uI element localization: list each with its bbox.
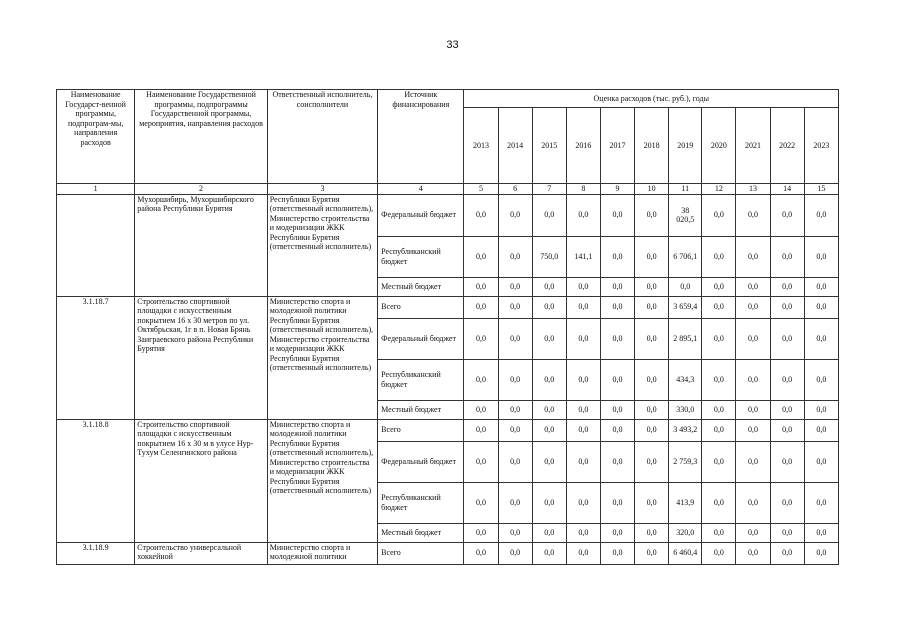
value-cell: 6 706,1 <box>669 236 702 277</box>
value-cell: 0,0 <box>736 194 770 236</box>
value-cell: 0,0 <box>464 277 498 296</box>
value-cell: 0,0 <box>464 523 498 542</box>
value-cell: 0,0 <box>804 441 838 482</box>
value-cell: 0,0 <box>804 318 838 359</box>
value-cell: 0,0 <box>669 277 702 296</box>
value-cell: 0,0 <box>566 542 600 564</box>
value-cell: 6 460,4 <box>669 542 702 564</box>
value-cell: 0,0 <box>498 482 532 523</box>
value-cell: 0,0 <box>498 419 532 441</box>
value-cell: 0,0 <box>736 542 770 564</box>
column-number-cell: 10 <box>635 184 669 195</box>
value-cell: 0,0 <box>635 194 669 236</box>
program-code-cell: 3.1.18.8 <box>57 419 135 542</box>
executor-cell: Министерство спорта и молодежной политики <box>267 542 377 564</box>
value-cell: 0,0 <box>770 236 804 277</box>
value-cell: 0,0 <box>532 359 566 400</box>
value-cell: 0,0 <box>804 194 838 236</box>
value-cell: 0,0 <box>736 277 770 296</box>
value-cell: 0,0 <box>770 419 804 441</box>
value-cell: 0,0 <box>600 277 634 296</box>
value-cell: 0,0 <box>736 419 770 441</box>
activity-name-cell: Строительство спортивной площадки с искусственным покрытием 16 x 30 м в улусе Нур-Тухум Селенгинского района <box>135 419 267 542</box>
value-cell: 0,0 <box>600 441 634 482</box>
value-cell: 0,0 <box>804 296 838 318</box>
value-cell: 0,0 <box>566 523 600 542</box>
header-year-cell: 2015 <box>532 108 566 184</box>
column-number-cell: 13 <box>736 184 770 195</box>
value-cell: 0,0 <box>532 318 566 359</box>
value-cell: 0,0 <box>770 542 804 564</box>
activity-name-cell: Строительство спортивной площадки с искусственным покрытием 16 x 30 метров по ул. Октябрьская, 1г в п. Новая Брянь Заиграевского района Республики Бурятия <box>135 296 267 419</box>
value-cell: 434,3 <box>669 359 702 400</box>
column-number-cell: 11 <box>669 184 702 195</box>
value-cell: 0,0 <box>498 359 532 400</box>
value-cell: 0,0 <box>702 277 736 296</box>
value-cell: 0,0 <box>532 277 566 296</box>
activity-name-cell: Строительство универсальной хоккейной <box>135 542 267 564</box>
column-number-cell: 3 <box>267 184 377 195</box>
value-cell: 0,0 <box>498 542 532 564</box>
value-cell: 0,0 <box>702 542 736 564</box>
value-cell: 413,9 <box>669 482 702 523</box>
value-cell: 0,0 <box>498 277 532 296</box>
column-number-cell: 1 <box>57 184 135 195</box>
value-cell: 0,0 <box>600 236 634 277</box>
funding-source-cell: Местный бюджет <box>378 523 464 542</box>
program-code-cell: 3.1.18.7 <box>57 296 135 419</box>
value-cell: 0,0 <box>804 400 838 419</box>
value-cell: 0,0 <box>736 441 770 482</box>
value-cell: 0,0 <box>702 236 736 277</box>
value-cell: 0,0 <box>566 318 600 359</box>
value-cell: 0,0 <box>770 318 804 359</box>
value-cell: 0,0 <box>566 400 600 419</box>
value-cell: 0,0 <box>532 482 566 523</box>
value-cell: 0,0 <box>498 441 532 482</box>
program-code-cell <box>57 194 135 296</box>
value-cell: 0,0 <box>702 482 736 523</box>
value-cell: 0,0 <box>702 359 736 400</box>
value-cell: 0,0 <box>566 482 600 523</box>
value-cell: 0,0 <box>464 318 498 359</box>
value-cell: 0,0 <box>600 419 634 441</box>
value-cell: 0,0 <box>635 400 669 419</box>
value-cell: 0,0 <box>804 419 838 441</box>
value-cell: 2 895,1 <box>669 318 702 359</box>
executor-cell: Министерство спорта и молодежной политики Республики Бурятия (ответственный исполнитель), Министерство строительства и модернизации ЖКК Республики Бурятия (ответственный исполнитель) <box>267 419 377 542</box>
value-cell: 0,0 <box>532 194 566 236</box>
value-cell: 0,0 <box>770 400 804 419</box>
value-cell: 0,0 <box>600 400 634 419</box>
header-year-cell: 2021 <box>736 108 770 184</box>
header-cell-executor: Ответственный исполнитель, соисполнители <box>267 90 377 184</box>
column-number-cell: 7 <box>532 184 566 195</box>
value-cell: 0,0 <box>635 359 669 400</box>
value-cell: 0,0 <box>635 419 669 441</box>
value-cell: 330,0 <box>669 400 702 419</box>
value-cell: 0,0 <box>804 482 838 523</box>
funding-source-cell: Федеральный бюджет <box>378 318 464 359</box>
value-cell: 0,0 <box>635 236 669 277</box>
funding-source-cell: Федеральный бюджет <box>378 441 464 482</box>
funding-source-cell: Местный бюджет <box>378 277 464 296</box>
value-cell: 0,0 <box>770 277 804 296</box>
value-cell: 0,0 <box>566 419 600 441</box>
funding-source-cell: Всего <box>378 296 464 318</box>
value-cell: 0,0 <box>532 400 566 419</box>
value-cell: 0,0 <box>600 296 634 318</box>
funding-source-cell: Республиканский бюджет <box>378 482 464 523</box>
value-cell: 0,0 <box>566 194 600 236</box>
table-row <box>57 542 839 564</box>
value-cell: 0,0 <box>770 523 804 542</box>
column-number-cell: 5 <box>464 184 498 195</box>
column-number-cell: 15 <box>804 184 838 195</box>
header-cell-program: Наименование Государст-венной программы, подпрограм-мы, направления расходов <box>57 90 135 184</box>
header-year-cell: 2014 <box>498 108 532 184</box>
value-cell: 0,0 <box>736 236 770 277</box>
funding-source-cell: Республиканский бюджет <box>378 236 464 277</box>
expenditure-table <box>56 89 839 565</box>
funding-source-cell: Всего <box>378 419 464 441</box>
value-cell: 0,0 <box>702 318 736 359</box>
value-cell: 3 659,4 <box>669 296 702 318</box>
table-row <box>57 296 839 318</box>
value-cell: 0,0 <box>498 400 532 419</box>
value-cell: 0,0 <box>464 236 498 277</box>
value-cell: 0,0 <box>600 482 634 523</box>
value-cell: 0,0 <box>635 542 669 564</box>
value-cell: 0,0 <box>600 318 634 359</box>
program-code-cell: 3.1.18.9 <box>57 542 135 564</box>
header-year-cell: 2020 <box>702 108 736 184</box>
value-cell: 0,0 <box>702 194 736 236</box>
funding-source-cell: Федеральный бюджет <box>378 194 464 236</box>
value-cell: 0,0 <box>702 441 736 482</box>
value-cell: 0,0 <box>804 236 838 277</box>
value-cell: 0,0 <box>532 419 566 441</box>
column-number-cell: 8 <box>566 184 600 195</box>
value-cell: 0,0 <box>770 359 804 400</box>
value-cell: 0,0 <box>804 542 838 564</box>
value-cell: 750,0 <box>532 236 566 277</box>
header-year-cell: 2023 <box>804 108 838 184</box>
value-cell: 0,0 <box>464 296 498 318</box>
value-cell: 0,0 <box>635 482 669 523</box>
value-cell: 38 020,5 <box>669 194 702 236</box>
column-number-cell: 2 <box>135 184 267 195</box>
value-cell: 0,0 <box>566 277 600 296</box>
value-cell: 0,0 <box>770 296 804 318</box>
value-cell: 0,0 <box>532 523 566 542</box>
executor-cell: Республики Бурятия (ответственный исполнитель), Министерство строительства и модернизации ЖКК Республики Бурятия (ответственный исполнитель) <box>267 194 377 296</box>
value-cell: 0,0 <box>736 359 770 400</box>
value-cell: 0,0 <box>702 419 736 441</box>
value-cell: 141,1 <box>566 236 600 277</box>
header-cell-expenditure-group: Оценка расходов (тыс. руб.), годы <box>464 90 839 108</box>
value-cell: 0,0 <box>532 296 566 318</box>
value-cell: 0,0 <box>736 523 770 542</box>
value-cell: 0,0 <box>600 523 634 542</box>
funding-source-cell: Всего <box>378 542 464 564</box>
value-cell: 0,0 <box>498 296 532 318</box>
column-number-cell: 14 <box>770 184 804 195</box>
value-cell: 0,0 <box>635 277 669 296</box>
header-year-cell: 2022 <box>770 108 804 184</box>
value-cell: 0,0 <box>804 277 838 296</box>
value-cell: 0,0 <box>804 523 838 542</box>
value-cell: 0,0 <box>770 441 804 482</box>
table-row <box>57 194 839 236</box>
value-cell: 0,0 <box>635 523 669 542</box>
value-cell: 0,0 <box>532 542 566 564</box>
value-cell: 0,0 <box>464 194 498 236</box>
column-number-cell: 9 <box>600 184 634 195</box>
value-cell: 0,0 <box>600 359 634 400</box>
value-cell: 0,0 <box>566 296 600 318</box>
value-cell: 0,0 <box>464 441 498 482</box>
value-cell: 0,0 <box>736 482 770 523</box>
value-cell: 0,0 <box>600 194 634 236</box>
value-cell: 0,0 <box>498 318 532 359</box>
header-year-cell: 2019 <box>669 108 702 184</box>
value-cell: 0,0 <box>464 359 498 400</box>
value-cell: 0,0 <box>464 400 498 419</box>
value-cell: 0,0 <box>635 296 669 318</box>
value-cell: 0,0 <box>464 419 498 441</box>
value-cell: 0,0 <box>566 359 600 400</box>
value-cell: 0,0 <box>498 194 532 236</box>
value-cell: 0,0 <box>498 236 532 277</box>
value-cell: 0,0 <box>532 441 566 482</box>
executor-cell: Министерство спорта и молодежной политики Республики Бурятия (ответственный исполнитель), Министерство строительства и модернизации ЖКК Республики Бурятия (ответственный исполнитель) <box>267 296 377 419</box>
page-number: 33 <box>446 39 459 51</box>
column-number-cell: 12 <box>702 184 736 195</box>
activity-name-cell: Мухоршибирь, Мухоршибирского района Республики Бурятия <box>135 194 267 296</box>
value-cell: 0,0 <box>566 441 600 482</box>
funding-source-cell: Республиканский бюджет <box>378 359 464 400</box>
header-year-cell: 2013 <box>464 108 498 184</box>
column-number-cell: 4 <box>378 184 464 195</box>
value-cell: 0,0 <box>770 194 804 236</box>
header-cell-source: Источник финансирования <box>378 90 464 184</box>
value-cell: 3 493,2 <box>669 419 702 441</box>
value-cell: 0,0 <box>464 482 498 523</box>
value-cell: 0,0 <box>464 542 498 564</box>
value-cell: 2 759,3 <box>669 441 702 482</box>
header-cell-name: Наименование Государственной программы, подпрограммы Государственной программы, мероприятия, направления расходов <box>135 90 267 184</box>
table-row <box>57 419 839 441</box>
value-cell: 0,0 <box>770 482 804 523</box>
value-cell: 0,0 <box>736 318 770 359</box>
funding-source-cell: Местный бюджет <box>378 400 464 419</box>
value-cell: 0,0 <box>702 296 736 318</box>
value-cell: 0,0 <box>635 318 669 359</box>
value-cell: 0,0 <box>736 400 770 419</box>
header-year-cell: 2017 <box>600 108 634 184</box>
value-cell: 0,0 <box>702 400 736 419</box>
value-cell: 0,0 <box>600 542 634 564</box>
header-year-cell: 2018 <box>635 108 669 184</box>
column-number-cell: 6 <box>498 184 532 195</box>
value-cell: 0,0 <box>736 296 770 318</box>
value-cell: 0,0 <box>804 359 838 400</box>
value-cell: 0,0 <box>498 523 532 542</box>
value-cell: 0,0 <box>702 523 736 542</box>
value-cell: 320,0 <box>669 523 702 542</box>
value-cell: 0,0 <box>635 441 669 482</box>
header-year-cell: 2016 <box>566 108 600 184</box>
